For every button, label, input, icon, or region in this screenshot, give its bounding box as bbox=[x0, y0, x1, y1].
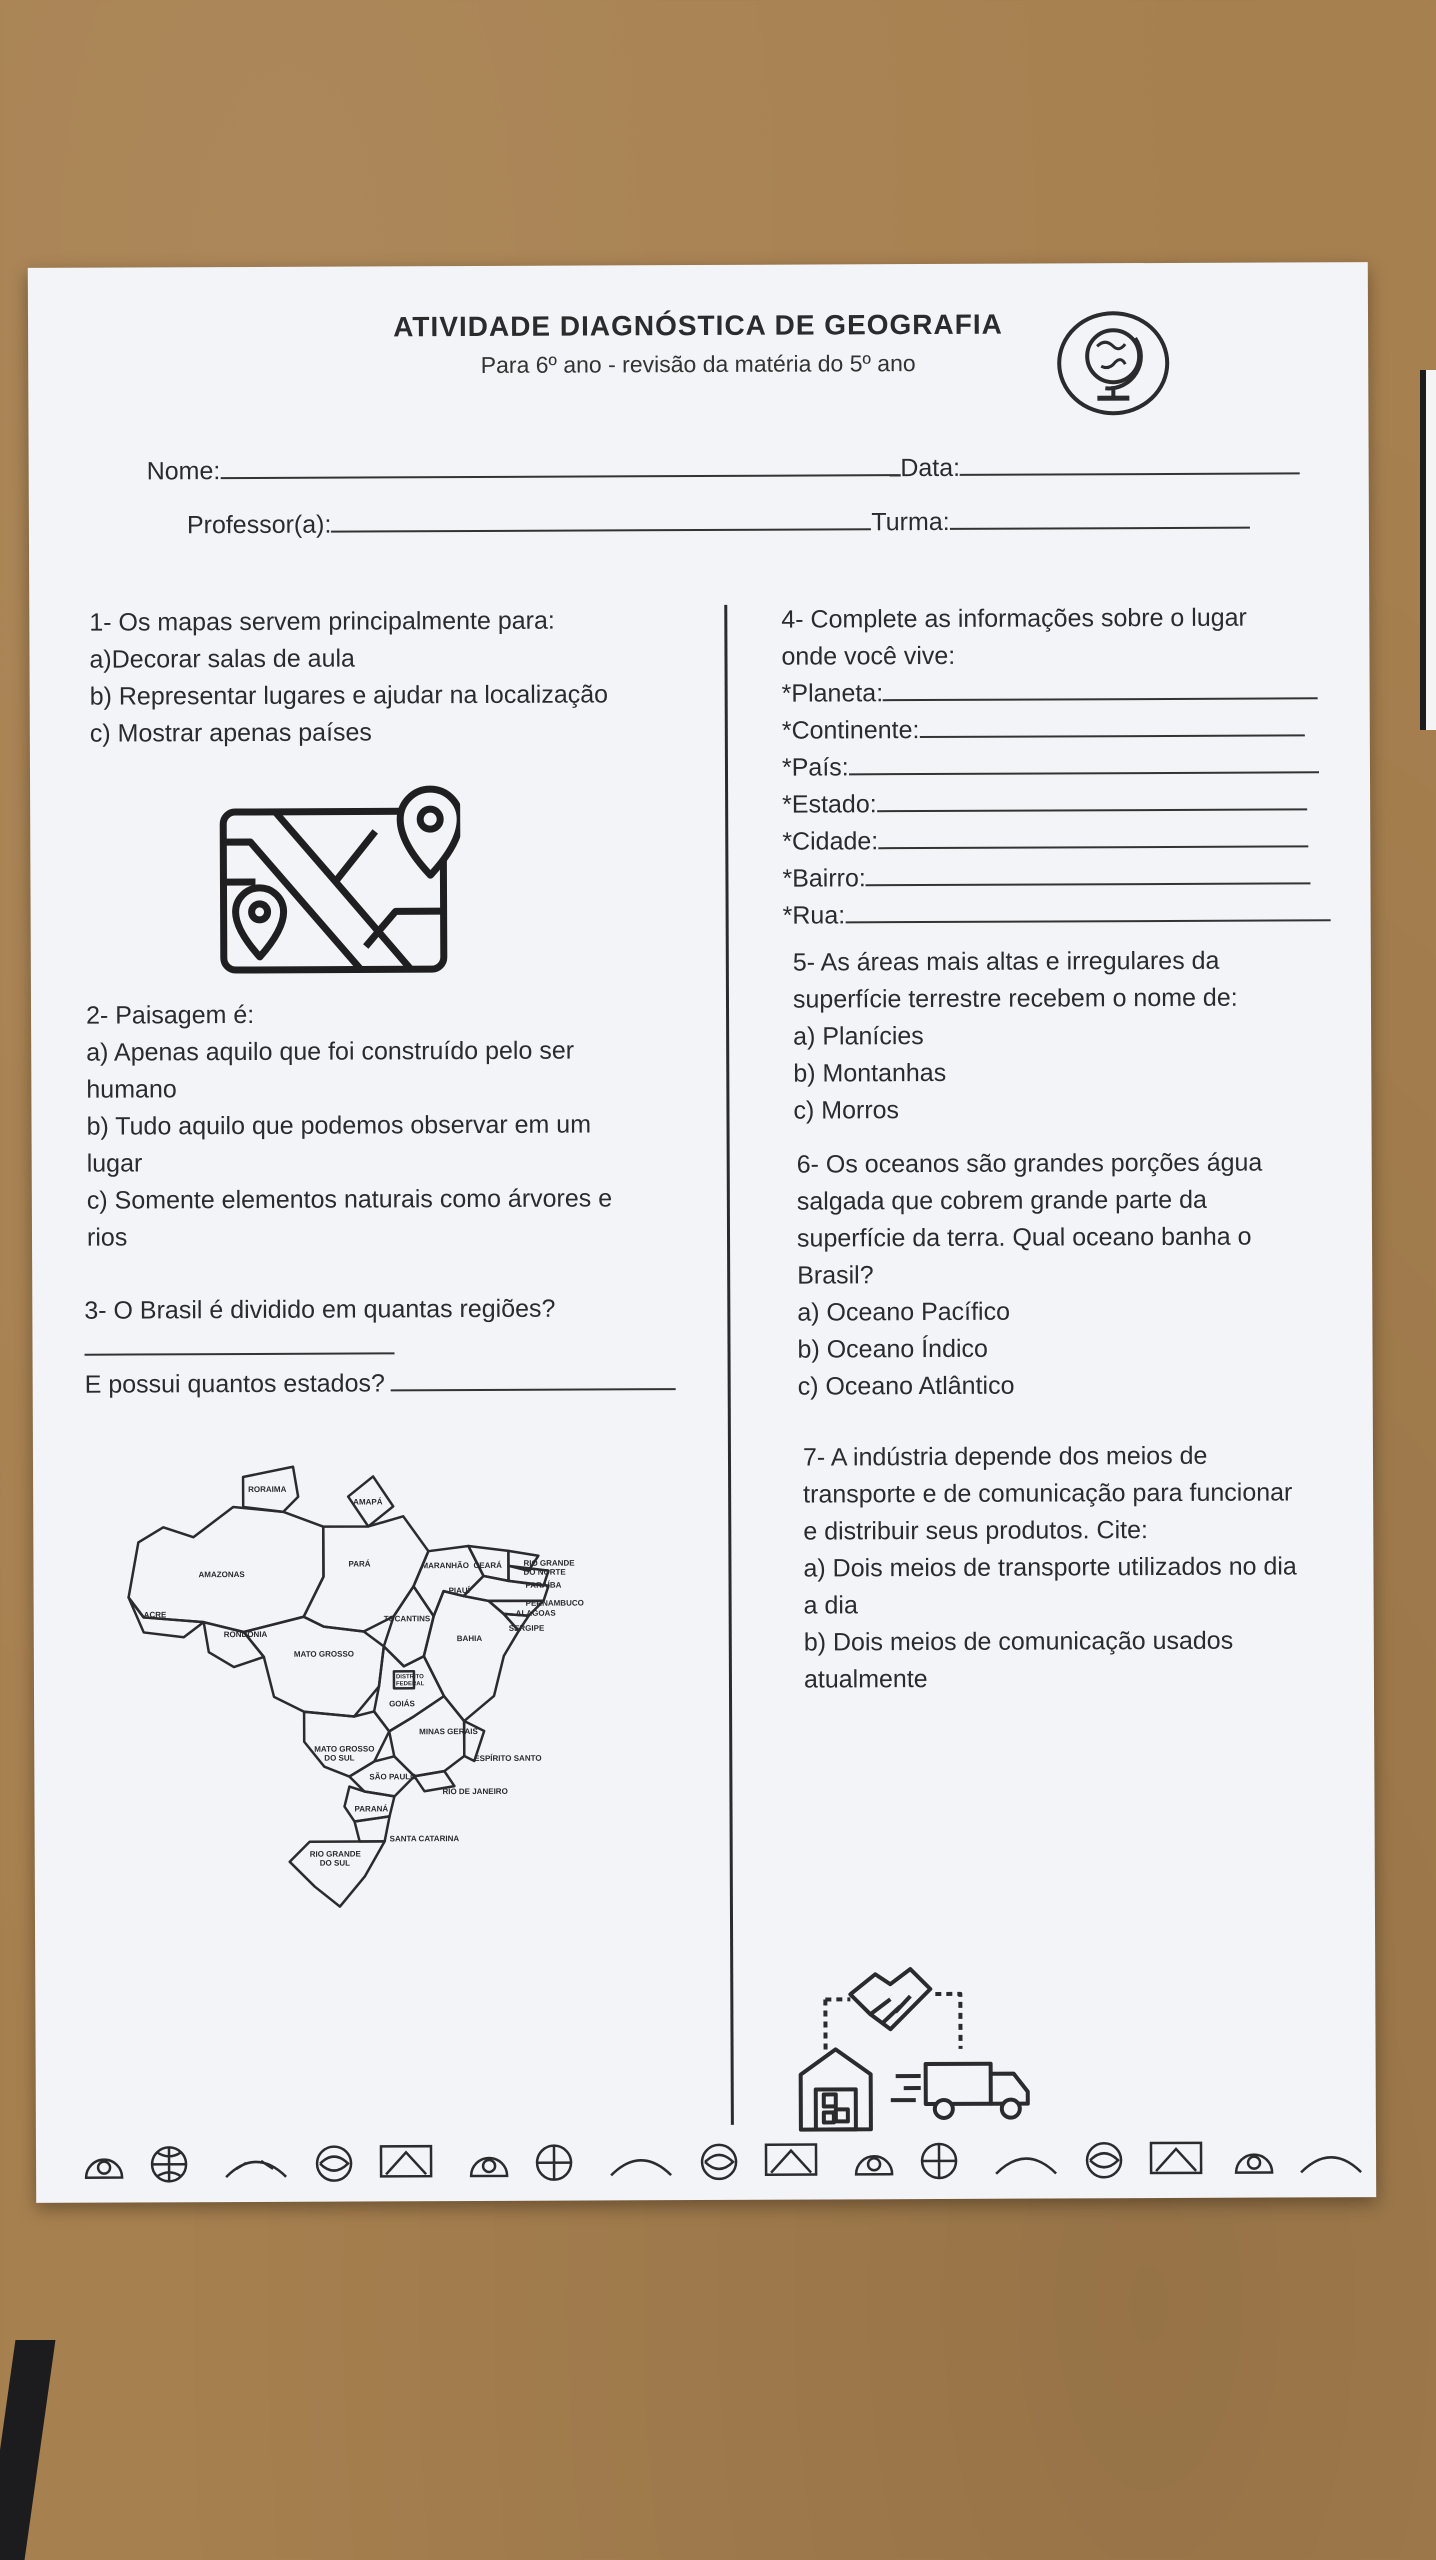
industry-transport-icon bbox=[795, 1954, 1036, 2140]
name-field[interactable]: Nome: Data: bbox=[147, 450, 1301, 486]
svg-text:ESPÍRITO SANTO: ESPÍRITO SANTO bbox=[474, 1753, 542, 1763]
svg-text:GOIÁS: GOIÁS bbox=[389, 1699, 415, 1709]
question-4: 4- Complete as informações sobre o lugar onde você vive: bbox=[781, 603, 1247, 671]
svg-text:SÃO PAULO: SÃO PAULO bbox=[369, 1772, 417, 1782]
q4-fields[interactable]: *Planeta: *Continente: *País: *Estado: *Cidade: *Bairro: *Rua: bbox=[782, 673, 1331, 934]
question-6: 6- Os oceanos são grandes porções água salgada que cobrem grande parte da superfície da terra. Qual oceano banha o Brasil? a) Oceano Pacífico b) Oceano Índico c) Oceano Atlântico bbox=[796, 1148, 1263, 1401]
footer-decoration bbox=[66, 2132, 1366, 2188]
svg-text:ACRE: ACRE bbox=[143, 1610, 167, 1620]
svg-text:SANTA CATARINA: SANTA CATARINA bbox=[389, 1834, 460, 1844]
svg-text:PARÁ: PARÁ bbox=[348, 1559, 371, 1569]
svg-text:PERNAMBUCO: PERNAMBUCO bbox=[525, 1598, 584, 1608]
svg-text:DO SUL: DO SUL bbox=[319, 1858, 351, 1868]
svg-text:RIO GRANDE: RIO GRANDE bbox=[523, 1558, 575, 1568]
svg-text:TOCANTINS: TOCANTINS bbox=[383, 1614, 431, 1624]
question-1: 1- Os mapas servem principalmente para: a)Decorar salas de aula b) Representar lugares e ajudar na localização c) Mostrar apenas países bbox=[89, 606, 609, 748]
svg-text:DO SUL: DO SUL bbox=[324, 1753, 355, 1763]
svg-text:PARAÍBA: PARAÍBA bbox=[525, 1580, 562, 1590]
teacher-field[interactable]: Professor(a): Turma: bbox=[187, 505, 1250, 541]
brazil-regions-map bbox=[123, 1455, 685, 1957]
svg-text:MATO GROSSO: MATO GROSSO bbox=[314, 1744, 375, 1754]
svg-text:DO NORTE: DO NORTE bbox=[523, 1567, 566, 1577]
background-object bbox=[0, 2340, 55, 2560]
svg-text:RORAIMA: RORAIMA bbox=[248, 1484, 287, 1494]
worksheet-page bbox=[28, 262, 1376, 2203]
map-location-icon bbox=[215, 761, 461, 987]
svg-text:RONDÔNIA: RONDÔNIA bbox=[223, 1629, 268, 1640]
svg-text:MATO GROSSO: MATO GROSSO bbox=[293, 1649, 355, 1659]
delivery-truck-icon bbox=[891, 2064, 1028, 2119]
svg-text:RIO GRANDE: RIO GRANDE bbox=[309, 1849, 361, 1859]
page-subtitle: Para 6º ano - revisão da matéria do 5º ano bbox=[480, 350, 916, 378]
handshake-icon bbox=[850, 1969, 930, 2029]
question-5: 5- As áreas mais altas e irregulares da superfície terrestre recebem o nome de: a) Planícies b) Montanhas c) Morros bbox=[792, 946, 1238, 1125]
question-7: 7- A indústria depende dos meios de transporte e de comunicação para funcionar e distribuir seus produtos. Cite: a) Dois meios de transporte utilizados no dia a dia b) Dois meios de comunicação usados atualmente bbox=[802, 1441, 1297, 1694]
svg-text:PARANÁ: PARANÁ bbox=[354, 1804, 389, 1814]
svg-text:AMAZONAS: AMAZONAS bbox=[198, 1569, 245, 1580]
svg-text:MINAS GERAIS: MINAS GERAIS bbox=[419, 1726, 478, 1737]
globe-logo-icon bbox=[1053, 308, 1173, 419]
svg-text:SERGIPE: SERGIPE bbox=[508, 1623, 545, 1633]
background-paper-edge bbox=[1420, 370, 1436, 730]
svg-text:BAHIA: BAHIA bbox=[456, 1633, 483, 1644]
question-3: 3- O Brasil é dividido em quantas regiões? E possui quantos estados? bbox=[84, 1290, 676, 1404]
svg-text:RIO DE JANEIRO: RIO DE JANEIRO bbox=[442, 1786, 508, 1797]
svg-text:AMAPÁ: AMAPÁ bbox=[353, 1497, 383, 1507]
svg-text:DISTRITO: DISTRITO bbox=[395, 1674, 424, 1681]
svg-text:CEARÁ: CEARÁ bbox=[473, 1560, 502, 1571]
page-title: ATIVIDADE DIAGNÓSTICA DE GEOGRAFIA bbox=[393, 308, 1003, 343]
svg-text:ALAGOAS: ALAGOAS bbox=[515, 1608, 556, 1618]
question-2: 2- Paisagem é: a) Apenas aquilo que foi construído pelo ser humano b) Tudo aquilo que podemos observar em um lugar c) Somente elementos naturais como árvores e rios bbox=[85, 1000, 613, 1252]
warehouse-icon bbox=[801, 2049, 871, 2129]
column-divider bbox=[724, 605, 734, 2125]
svg-text:FEDERAL: FEDERAL bbox=[395, 1681, 425, 1688]
svg-text:PIAUÍ: PIAUÍ bbox=[448, 1586, 470, 1596]
svg-text:MARANHÃO: MARANHÃO bbox=[421, 1561, 470, 1571]
